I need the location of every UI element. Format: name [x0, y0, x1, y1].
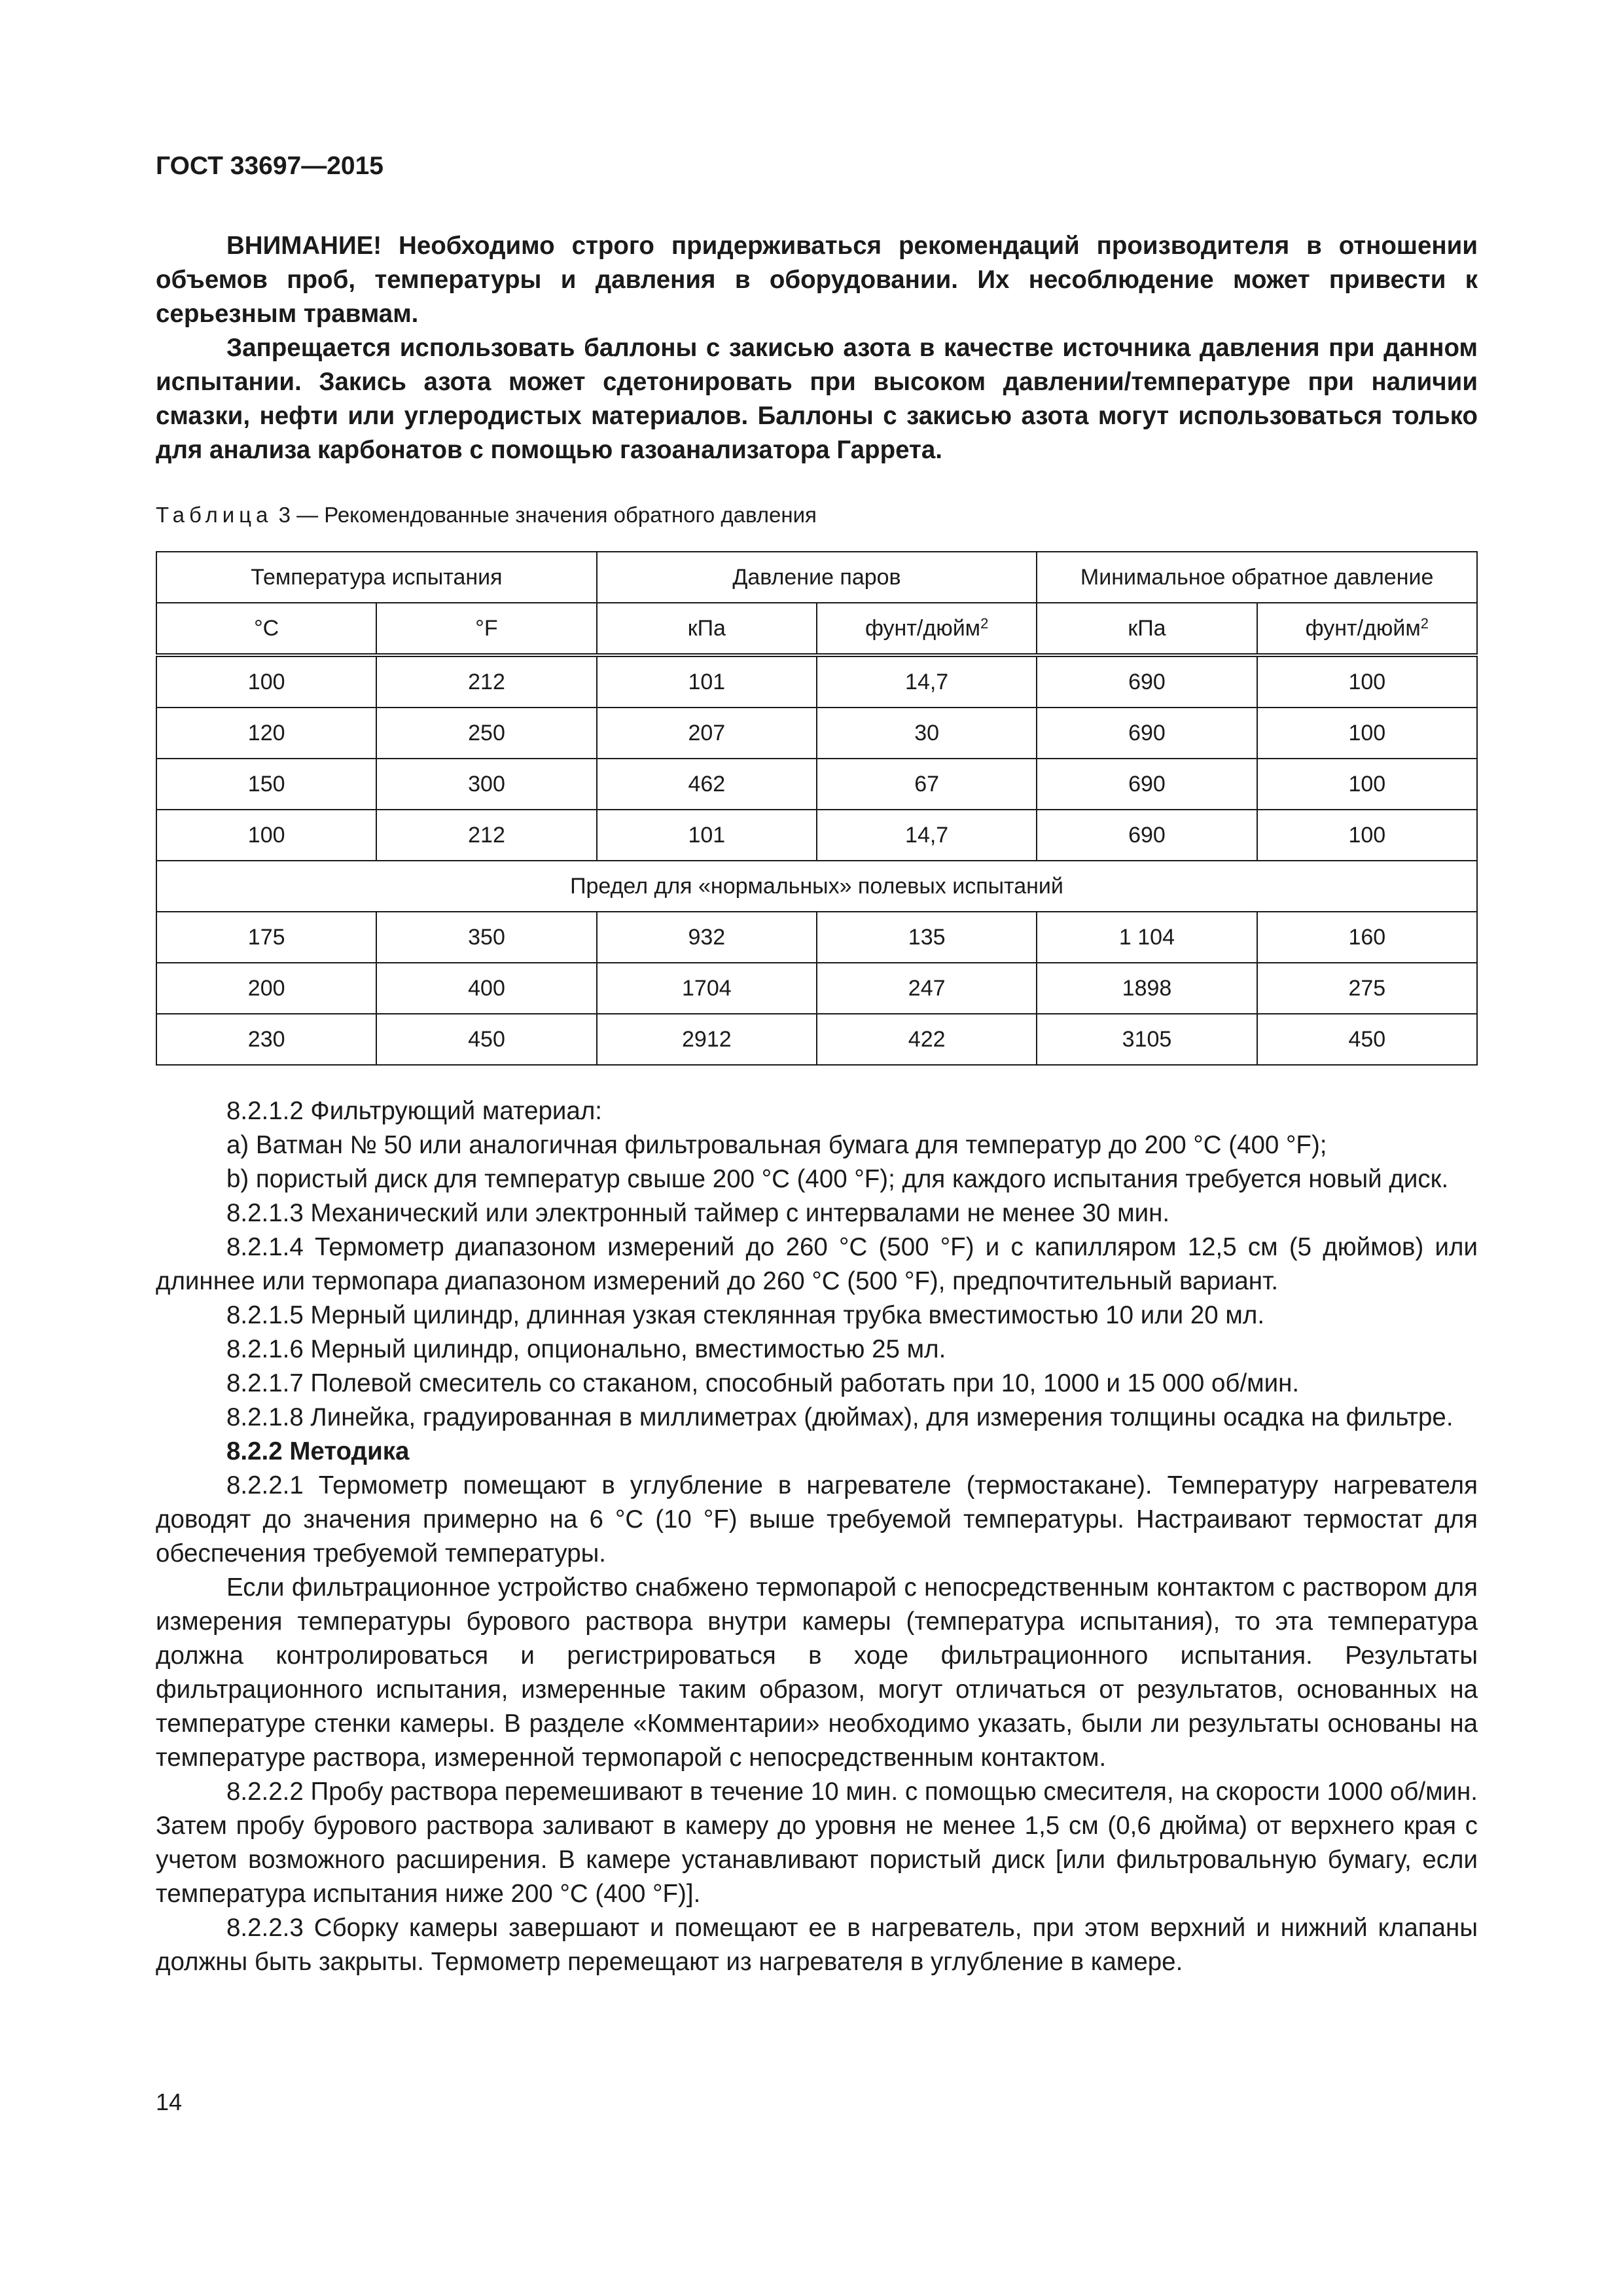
table-cell: 1704 [597, 963, 817, 1014]
table-cell: 150 [156, 759, 376, 810]
table-cell: 3105 [1037, 1014, 1257, 1065]
document-page [156, 149, 1478, 1979]
document-header: ГОСТ 33697—2015 [156, 152, 383, 180]
table-cell: 300 [376, 759, 596, 810]
unit-psi [817, 603, 1037, 655]
table-cell: 100 [156, 655, 376, 708]
table-cell: 932 [597, 912, 817, 963]
table-cell: 247 [817, 963, 1037, 1014]
table-cell: 101 [597, 655, 817, 708]
table-divider-label: Предел для «нормальных» полевых испытаний [156, 861, 1477, 912]
table-cell: 462 [597, 759, 817, 810]
table-units-row [156, 603, 1477, 655]
table-cell: 200 [156, 963, 376, 1014]
body-paragraph: 8.2.1.2 Фильтрующий материал: [226, 1097, 602, 1125]
table-cell: 175 [156, 912, 376, 963]
unit-fahrenheit: °F [376, 603, 596, 655]
table-cell: 100 [1257, 655, 1477, 708]
table-body-extended [156, 912, 1477, 1065]
header-min-back-pressure: Минимальное обратное давление [1037, 552, 1477, 603]
table-row [156, 810, 1477, 861]
unit-psi-base: фунт/дюйм [865, 616, 981, 641]
table-row [156, 963, 1477, 1014]
table-row [156, 912, 1477, 963]
table-cell: 100 [156, 810, 376, 861]
table-cell: 2912 [597, 1014, 817, 1065]
table-cell: 101 [597, 810, 817, 861]
page-number: 14 [156, 2089, 183, 2115]
table-cell: 207 [597, 708, 817, 759]
body-text [156, 1094, 1478, 1979]
table-cell: 690 [1037, 708, 1257, 759]
table-cell: 230 [156, 1014, 376, 1065]
table-cell: 212 [376, 810, 596, 861]
table-cell: 160 [1257, 912, 1477, 963]
unit-kpa: кПа [597, 603, 817, 655]
table-cell: 350 [376, 912, 596, 963]
unit-kpa: кПа [1037, 603, 1257, 655]
warning-paragraph: ВНИМАНИЕ! Необходимо строго придерживаться рекомендаций производителя в отношении объемов проб, температуры и давления в оборудовании. Их несоблюдение может привести к серьезным травмам. [156, 232, 1478, 328]
table-cell: 450 [1257, 1014, 1477, 1065]
table-cell: 450 [376, 1014, 596, 1065]
table-row [156, 759, 1477, 810]
table-cell: 14,7 [817, 655, 1037, 708]
body-paragraph: 8.2.1.8 Линейка, градуированная в миллиметрах (дюймах), для измерения толщины осадка на фильтре. [226, 1403, 1454, 1431]
table-cell: 690 [1037, 655, 1257, 708]
body-paragraph: 8.2.1.5 Мерный цилиндр, длинная узкая стеклянная трубка вместимостью 10 или 20 мл. [226, 1301, 1265, 1329]
unit-psi-exponent: 2 [980, 615, 989, 632]
warning-paragraph: Запрещается использовать баллоны с закисью азота в качестве источника давления при данном испытании. Закись азота может сдетонировать при высоком давлении/температуре при наличии смазки, нефти или углеродистых материалов. Баллоны с закисью азота могут использоваться только для анализа карбонатов с помощью газоанализатора Гаррета. [156, 334, 1478, 464]
table-cell: 135 [817, 912, 1037, 963]
warning-block [156, 229, 1478, 467]
table-divider-row [156, 861, 1477, 912]
table-row [156, 655, 1477, 708]
table-caption [156, 501, 1478, 529]
body-paragraph: b) пористый диск для температур свыше 200 °C (400 °F); для каждого испытания требуется новый диск. [226, 1165, 1449, 1193]
table-body-standard [156, 655, 1477, 861]
table-cell: 212 [376, 655, 596, 708]
table-caption-text: 3 — Рекомендованные значения обратного давления [278, 503, 817, 527]
table-row [156, 1014, 1477, 1065]
table-cell: 100 [1257, 708, 1477, 759]
table-cell: 400 [376, 963, 596, 1014]
header-vapor-pressure: Давление паров [597, 552, 1037, 603]
body-paragraph: 8.2.2.3 Сборку камеры завершают и помещают ее в нагреватель, при этом верхний и нижний клапаны должны быть закрыты. Термометр перемещают из нагревателя в углубление в камере. [156, 1914, 1478, 1976]
body-paragraph: a) Ватман № 50 или аналогичная фильтровальная бумага для температур до 200 °C (400 °F); [226, 1131, 1327, 1159]
table-cell: 690 [1037, 759, 1257, 810]
body-paragraph: 8.2.1.7 Полевой смеситель со стаканом, способный работать при 10, 1000 и 15 000 об/мин. [226, 1369, 1300, 1397]
table-cell: 30 [817, 708, 1037, 759]
unit-celsius: °C [156, 603, 376, 655]
table-cell: 422 [817, 1014, 1037, 1065]
table-caption-prefix: Таблица [156, 503, 273, 527]
table-cell: 67 [817, 759, 1037, 810]
body-paragraph: Если фильтрационное устройство снабжено термопарой с непосредственным контактом с раствором для измерения температуры бурового раствора внутри камеры (температура испытания), то эта температура должна контролироваться и регистрироваться в ходе фильтрационного испытания. Результаты фильтрационного испытания, измеренные таким образом, могут отличаться от результатов, основанных на температуре стенки камеры. В разделе «Комментарии» необходимо указать, были ли результаты основаны на температуре раствора, измеренной термопарой с непосредственным контактом. [156, 1573, 1478, 1772]
table-cell: 100 [1257, 810, 1477, 861]
table-cell: 1898 [1037, 963, 1257, 1014]
body-paragraph: 8.2.1.3 Механический или электронный таймер с интервалами не менее 30 мин. [226, 1199, 1170, 1227]
body-paragraph: 8.2.2.1 Термометр помещают в углубление в нагревателе (термостакане). Температуру нагревателя доводят до значения примерно на 6 °C (10 °F) выше требуемой температуры. Настраивают термостат для обеспечения требуемой температуры. [156, 1471, 1478, 1568]
table-row [156, 708, 1477, 759]
table-cell: 14,7 [817, 810, 1037, 861]
section-heading: 8.2.2 Методика [226, 1437, 410, 1465]
body-paragraph: 8.2.2.2 Пробу раствора перемешивают в течение 10 мин. с помощью смесителя, на скорости 1000 об/мин. Затем пробу бурового раствора заливают в камеру до уровня не менее 1,5 см (0,6 дюйма) от верхнего края с учетом возможного расширения. В камере устанавливают пористый диск [или фильтровальную бумагу, если температура испытания ниже 200 °C (400 °F)]. [156, 1778, 1478, 1908]
back-pressure-table [156, 551, 1478, 1066]
table-cell: 1 104 [1037, 912, 1257, 963]
unit-psi-exponent: 2 [1420, 615, 1429, 632]
table-header-row [156, 552, 1477, 603]
unit-psi-base: фунт/дюйм [1305, 616, 1421, 641]
header-test-temperature: Температура испытания [156, 552, 597, 603]
table-cell: 275 [1257, 963, 1477, 1014]
table-cell: 100 [1257, 759, 1477, 810]
unit-psi [1257, 603, 1477, 655]
table-cell: 120 [156, 708, 376, 759]
table-cell: 690 [1037, 810, 1257, 861]
body-paragraph: 8.2.1.4 Термометр диапазоном измерений до 260 °C (500 °F) и с капилляром 12,5 см (5 дюймов) или длиннее или термопара диапазоном измерений до 260 °C (500 °F), предпочтительный вариант. [156, 1233, 1478, 1295]
table-cell: 250 [376, 708, 596, 759]
body-paragraph: 8.2.1.6 Мерный цилиндр, опционально, вместимостью 25 мл. [226, 1335, 946, 1363]
